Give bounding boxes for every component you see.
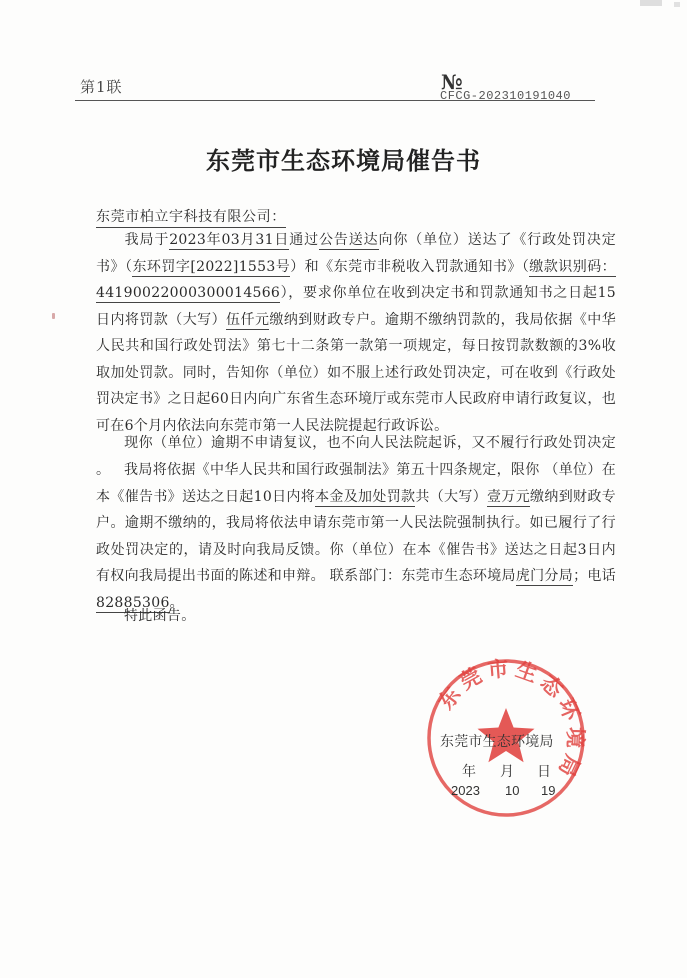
paragraph-overdue: 现你（单位）逾期不申请复议，也不向人民法院起诉，又不履行行政处罚决定 。	[96, 435, 616, 478]
payment-code: 缴款识别码：441900220003000145​66	[96, 258, 616, 301]
scan-edge-mark	[674, 2, 680, 7]
scan-edge-mark	[640, 0, 662, 6]
issuing-authority: 东莞市生态环境局	[440, 734, 554, 750]
document-title: 东莞市生态环境局催告书	[206, 146, 481, 175]
recipient: 东莞市柏立宇科技有限公司：	[96, 206, 286, 228]
sign-year: 2023	[451, 783, 480, 798]
sign-month-label: 月	[500, 764, 514, 780]
payable-item: 本金及加处罚款	[315, 488, 416, 505]
sign-month: 10	[505, 783, 520, 798]
sign-day: 19	[541, 783, 556, 798]
contact-phone: 82885306	[96, 594, 170, 611]
number-symbol: №	[441, 70, 463, 94]
notice-date: 2023年03月31日	[169, 232, 290, 248]
copy-number-label: 第1联	[80, 78, 123, 96]
total-amount: 壹万元	[487, 488, 531, 505]
decision-number: 东环罚字[2022]1553号	[132, 258, 291, 275]
scan-speck	[52, 313, 55, 319]
paragraph-notice: 我局于2023年03月31日通过公告送达向你（单位）送达了《行政处罚决定书》（东环罚字[2022]1553号）和《东莞市非税收入罚款通知书》（缴款识别码：441900220003000145​66），要求你单位在收到决定书和罚款通知书之日起15日内将罚款（大写）伍仟元缴纳到财政专户。逾期不缴纳罚款的，我局依据《中华人民共和国行政处罚法》第七十二条第一款第一项规定，每日按罚款数额的3%收取加处罚款。同时，告知你（单位）如不服上述行政处罚决定，可在收到《行政处罚决定书》之日起60日内向广东省生态环境厅或东莞市人民政府申请行政复议，也可在6个月内依法向东莞市第一人民法院提起行政诉讼。	[96, 232, 617, 434]
header-divider	[75, 100, 595, 101]
contact-department: 虎门分局	[515, 568, 574, 584]
fine-amount: 伍仟元	[226, 311, 270, 328]
closing-line: 特此函告。	[124, 608, 196, 624]
sign-day-label: 日	[537, 764, 551, 780]
seal-text: 东莞市生态环境局	[432, 656, 588, 786]
sign-year-label: 年	[462, 764, 476, 780]
delivery-method: 公告送达	[319, 232, 379, 248]
serial-number: CFCG-202310191040	[440, 89, 571, 103]
paragraph-enforcement: 我局将依据《中华人民共和国行政强制法》第五十四条规定，限你 （单位）在本《催告书》送达之日起10日内将本金及加处罚款共（大写）壹万元缴纳到财政专户。逾期不缴纳的，我局将依法申请东莞市第一人民法院强制执行。如已履行了行政处罚决定的，请及时向我局反馈。你（单位）在本《催告书》送达之日起3日内有权向我局提出书面的陈述和申辩。 联系部门：东莞市生态环境局虎门分局；电话82885306。	[96, 462, 616, 611]
